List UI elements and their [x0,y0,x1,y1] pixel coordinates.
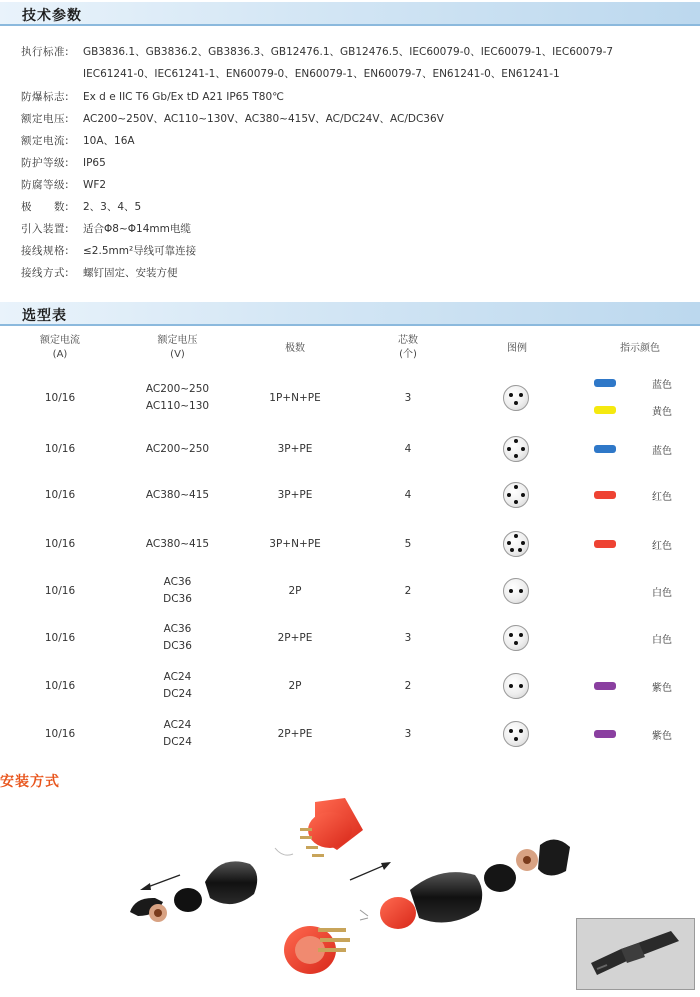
indicator-color-label: 紫色 [652,683,672,694]
spec-value: AC200~250V、AC110~130V、AC380~415V、AC/DC24V、AC/DC36V [83,113,444,125]
indicator-color-swatch [594,540,616,548]
spec-standard [21,44,613,59]
plug-pin-diagram-icon [503,531,529,557]
indicator-color-label: 红色 [652,492,672,503]
pin-dot [514,401,518,405]
plug-pin-diagram-icon [503,482,529,508]
spec-entry [21,221,191,236]
left-clamp-parts [130,861,257,922]
spec-value: 2、3、4、5 [83,201,142,213]
cell-cores: 5 [404,538,412,550]
pin-dot [507,447,511,451]
plug-pin-diagram-icon [503,673,529,699]
cell-voltage [125,574,230,608]
plug-pin-diagram-icon [503,436,529,462]
indicator-color-swatch [594,445,616,453]
pin-dot [507,541,511,545]
spec-value: IP65 [83,157,106,169]
cell-cores: 4 [404,443,412,455]
spec-anticorrosion [21,177,106,192]
pin-dot [519,589,523,593]
pin-dot [509,729,513,733]
pin-dot [519,633,523,637]
spec-value: Ex d e IIC T6 Gb/Ex tD A21 IP65 T80℃ [83,91,284,103]
spec-label: 额定电压: [21,113,70,125]
spec-value: IEC61241-0、IEC61241-1、EN60079-0、EN60079-1、EN60079-7、EN61241-0、EN61241-1 [83,68,560,80]
voltage-line: AC36 [163,623,192,635]
header-indicator-color: 指示颜色 [620,343,660,354]
pin-dot [514,439,518,443]
spec-label: 防腐等级: [21,179,70,191]
plug-pin-diagram-icon [503,721,529,747]
spec-value: 适合Φ8~Φ14mm电缆 [83,223,191,235]
pin-dot [514,500,518,504]
right-arrow-icon [350,862,391,880]
voltage-line: AC24 [163,719,192,731]
header-current: 额定电流 (A) [40,335,80,360]
selection-section-header [0,302,700,326]
cell-voltage: AC380~415 [145,489,210,501]
cell-current: 10/16 [44,489,76,501]
plug-pin-diagram-icon [503,385,529,411]
pin-dot [521,541,525,545]
cell-current: 10/16 [44,443,76,455]
plug-pin-diagram-icon [503,625,529,651]
plug-pin-diagram-icon [503,578,529,604]
pin-dot [518,548,522,552]
spec-protection [21,155,106,170]
header-cores: 芯数 (个) [398,335,418,360]
indicator-color-label: 蓝色 [652,446,672,457]
indicator-color-swatch [594,406,616,414]
spec-wiring-size [21,243,196,258]
cell-current: 10/16 [44,680,76,692]
specs-section-title: 技术参数 [22,8,82,24]
cell-current: 10/16 [44,728,76,740]
spec-poles [21,199,141,214]
pin-dot [509,684,513,688]
cell-poles: 1P+N+PE [269,392,321,404]
pin-dot [521,447,525,451]
connector-photo-image [577,919,694,989]
cell-poles: 3P+PE [277,443,313,455]
cell-poles: 3P+N+PE [269,538,321,550]
voltage-line: DC24 [163,688,192,700]
pin-dot [507,493,511,497]
spec-rated-voltage [21,111,444,126]
right-socket-assembly [360,839,570,929]
voltage-line: DC36 [163,640,192,652]
voltage-line: AC200~250 [145,383,210,395]
indicator-color-label: 白色 [652,635,672,646]
voltage-line: DC36 [163,593,192,605]
pin-dot [509,589,513,593]
selection-section-title: 选型表 [22,308,67,324]
pin-dot [514,641,518,645]
indicator-color-label: 蓝色 [652,380,672,391]
spec-value: GB3836.1、GB3836.2、GB3836.3、GB12476.1、GB12476.5、IEC60079-0、IEC60079-1、IEC60079-7 [83,46,614,58]
cell-cores: 4 [404,489,412,501]
cell-cores: 3 [404,632,412,644]
cell-voltage: AC200~250 [145,443,210,455]
spec-value: WF2 [83,179,107,191]
spec-label: 接线规格: [21,245,70,257]
pin-dot [519,393,523,397]
pin-dot [514,485,518,489]
header-voltage: 额定电压 (V) [157,335,198,360]
cell-voltage: AC380~415 [145,538,210,550]
spec-label: 引入装置: [21,223,70,235]
cell-cores: 3 [404,728,412,740]
pin-dot [514,454,518,458]
top-red-plug [275,798,363,857]
cell-voltage [125,381,230,415]
spec-label: 额定电流: [21,135,70,147]
cell-current: 10/16 [44,538,76,550]
spec-standard-cont [21,66,560,81]
pin-dot [521,493,525,497]
product-photo-inset [576,918,695,990]
cell-cores: 2 [404,680,412,692]
cell-current: 10/16 [44,585,76,597]
spec-label: 执行标准: [21,46,70,58]
specs-section-header [0,2,700,26]
cell-voltage [125,621,230,655]
voltage-line: AC110~130 [145,400,210,412]
cell-cores: 3 [404,392,412,404]
pin-dot [509,633,513,637]
indicator-color-swatch [594,379,616,387]
cell-cores: 2 [404,585,412,597]
pin-dot [519,729,523,733]
spec-rated-current [21,133,135,148]
spec-label: 极 数: [21,201,70,213]
bottom-red-socket [284,926,350,974]
indicator-color-swatch [594,491,616,499]
spec-wiring-method [21,265,178,280]
cell-poles: 2P+PE [277,728,313,740]
install-section-title: 安装方式 [0,774,60,790]
pin-dot [510,548,514,552]
indicator-color-swatch [594,730,616,738]
spec-label: 接线方式: [21,267,70,279]
indicator-color-label: 黄色 [652,407,672,418]
indicator-color-label: 紫色 [652,731,672,742]
voltage-line: AC24 [163,671,192,683]
header-poles: 极数 [285,343,305,354]
cell-poles: 2P+PE [277,632,313,644]
spec-label: 防爆标志: [21,91,70,103]
pin-dot [519,684,523,688]
pin-dot [514,534,518,538]
voltage-line: AC36 [163,576,192,588]
spec-label: 防护等级: [21,157,70,169]
indicator-color-swatch [594,682,616,690]
spec-value: 螺钉固定、安装方便 [83,267,178,279]
pin-dot [509,393,513,397]
cell-poles: 3P+PE [277,489,313,501]
indicator-color-label: 白色 [652,588,672,599]
voltage-line: DC24 [163,736,192,748]
cell-poles: 2P [288,680,302,692]
cell-voltage [125,717,230,751]
spec-value: ≤2.5mm²导线可靠连接 [83,245,197,257]
cell-current: 10/16 [44,392,76,404]
pin-dot [514,737,518,741]
spec-value: 10A、16A [83,135,135,147]
header-diagram: 图例 [507,343,527,354]
cell-voltage [125,669,230,703]
spec-ex-mark [21,89,284,104]
cell-poles: 2P [288,585,302,597]
indicator-color-label: 红色 [652,541,672,552]
left-arrow-icon [140,875,180,890]
cell-current: 10/16 [44,632,76,644]
